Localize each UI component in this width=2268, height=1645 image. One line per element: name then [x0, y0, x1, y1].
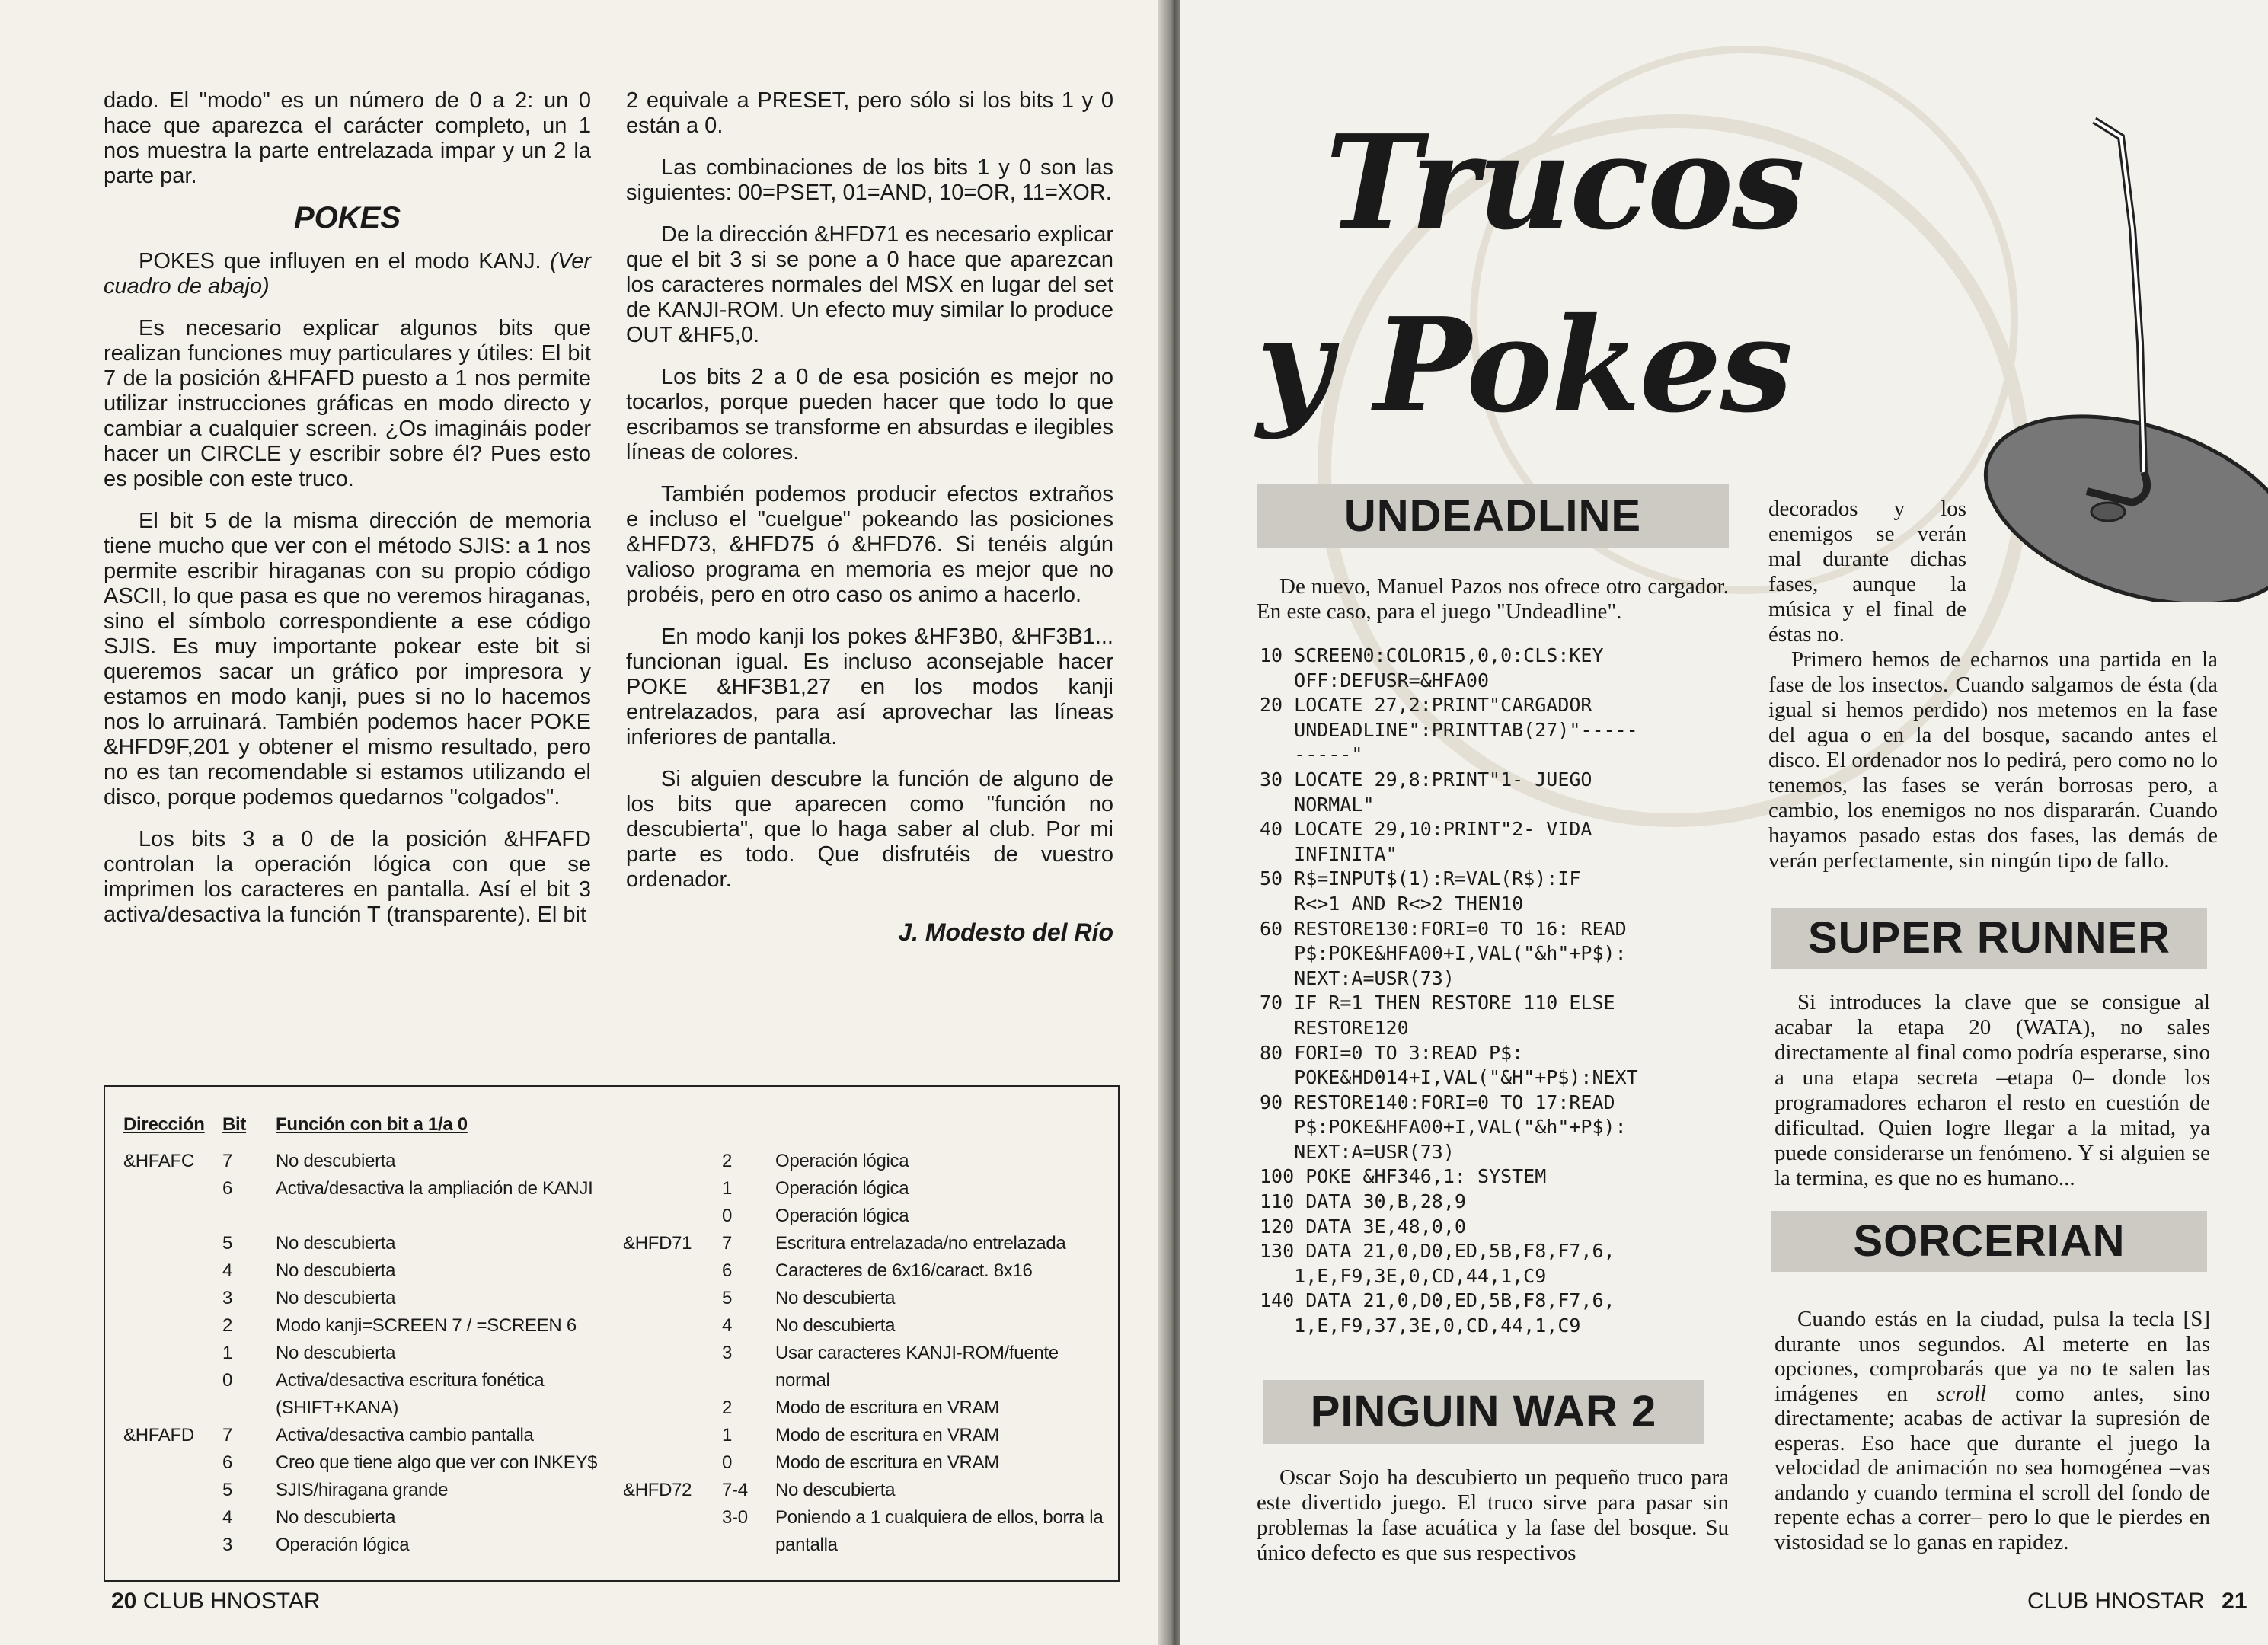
magazine-name: CLUB HNOSTAR	[2027, 1589, 2205, 1614]
table-cell-funcion: Activa/desactiva la ampliación de KANJI	[276, 1178, 593, 1199]
paragraph: 2 equivale a PRESET, pero sólo si los bits 1 y 0 están a 0.	[626, 88, 1113, 138]
table-cell-funcion: Escritura entrelazada/no entrelazada	[775, 1233, 1066, 1254]
table-row	[123, 1230, 611, 1257]
table-cell-funcion: Operación lógica	[775, 1178, 909, 1199]
paragraph: Primero hemos de echarnos una partida en la fase de los insectos. Cuando salgamos de ésta (da igual si hemos perdido) nos metemos en la fase del agua o en la del bosque, sacando antes el disco. El ordenador nos lo pedirá, pero como no lo tenemos, las fases se verán borrosas pero, a cambio, los enemigos no nos dispararán. Cuando hayamos pasado estas dos fases, las demás de verán perfectamente, sin ningún tipo de fallo.	[1768, 647, 2218, 873]
paragraph: Cuando estás en la ciudad, pulsa la tecla [S] durante unos segundos. Al meterte en las opciones, comprobarás que ya no te salen las imágenes en scroll como antes, sino directamente; acabas de activar la supresión de esperas. Eso hace que durante el juego la velocidad de animación no sea homogénea –vas andando y cuando termina el scroll del fondo de repente echas a correr– pero lo que le pierdes en vistosidad se lo ganas en rapidez.	[1774, 1307, 2210, 1554]
table-row	[123, 1449, 611, 1477]
paragraph: También podemos producir efectos extraños e incluso el "cuelgue" pokeando las posiciones &HFD73, &HFD75 ó &HFD76. Si tenéis algún valioso programa en memoria es mejor que no probéis, pero en otro caso os animo a hacerlo.	[626, 482, 1113, 607]
code-line: RESTORE120	[1260, 1016, 1409, 1039]
code-line: 70 IF R=1 THEN RESTORE 110 ELSE	[1260, 992, 1615, 1014]
title-y-pokes: y Pokes	[1257, 289, 1792, 442]
table-cell-bit: 2	[722, 1151, 733, 1171]
table-cell-funcion: No descubierta	[276, 1507, 396, 1528]
table-cell-direccion	[123, 1230, 222, 1257]
paragraph: Los bits 3 a 0 de la posición &HFAFD controlan la operación lógica con que se imprimen los caracteres en pantalla. Así el bit 3 activa/desactiva la función T (transparente). El bit	[104, 827, 591, 927]
table-row	[623, 1203, 1110, 1230]
code-line: 1,E,F9,37,3E,0,CD,44,1,C9	[1260, 1314, 1581, 1337]
table-cell-bit: 3	[722, 1343, 733, 1363]
table-cell-funcion: No descubierta	[276, 1343, 396, 1363]
table-cell-direccion: &HFD72	[623, 1480, 692, 1500]
superrunner-text	[1774, 990, 2210, 1191]
table-cell-funcion: Poniendo a 1 cualquiera de ellos, borra la pantalla	[775, 1507, 1104, 1555]
paragraph: POKES que influyen en el modo KANJ. (Ver cuadro de abajo)	[104, 249, 591, 299]
table-cell-direccion	[123, 1257, 222, 1285]
code-line: 60 RESTORE130:FORI=0 TO 16: READ	[1260, 917, 1627, 940]
code-line: INFINITA"	[1260, 842, 1398, 865]
code-line: UNDEADLINE":PRINTTAB(27)"-----	[1260, 718, 1638, 741]
table-cell-direccion: &HFAFC	[123, 1151, 194, 1171]
paragraph: Las combinaciones de los bits 1 y 0 son las siguientes: 00=PSET, 01=AND, 10=OR, 11=XOR.	[626, 155, 1113, 205]
table-cell-direccion: &HFD71	[623, 1233, 692, 1254]
paragraph: De la dirección &HFD71 es necesario explicar que el bit 3 si se pone a 0 hace que aparezcan los caracteres normales del MSX en lugar del set de KANJI-ROM. Un efecto muy similar lo produce OUT &HF5,0.	[626, 222, 1113, 347]
paragraph: Si alguien descubre la función de alguno de los bits que aparecen como "función no descubierta", que lo haga saber al club. Por mi parte es todo. Que disfrutéis de vuestro ordenador.	[626, 767, 1113, 892]
table-cell-direccion	[623, 1340, 722, 1394]
table-cell-bit: 0	[722, 1452, 733, 1473]
code-line: 20 LOCATE 27,2:PRINT"CARGADOR	[1260, 694, 1592, 717]
table-cell-funcion: Operación lógica	[775, 1151, 909, 1171]
code-line: NEXT:A=USR(73)	[1260, 1140, 1455, 1163]
table-cell-bit: 2	[722, 1397, 733, 1418]
header-bit: Bit	[222, 1114, 247, 1135]
table-cell-direccion	[123, 1477, 222, 1504]
table-cell-direccion	[623, 1394, 722, 1422]
table-row	[623, 1312, 1110, 1340]
table-cell-funcion: No descubierta	[775, 1288, 896, 1308]
table-row	[123, 1477, 611, 1504]
table-row	[623, 1394, 1110, 1422]
table-cell-direccion	[123, 1449, 222, 1477]
table-row	[123, 1340, 611, 1367]
header-direccion: Dirección	[123, 1114, 205, 1135]
table-row	[623, 1477, 1110, 1504]
right-page	[1180, 0, 2268, 1645]
table-cell-funcion: No descubierta	[276, 1151, 396, 1171]
table-cell-funcion: No descubierta	[276, 1288, 396, 1308]
page-number: 20	[111, 1589, 137, 1614]
table-cell-direccion	[623, 1148, 722, 1175]
code-line: 90 RESTORE140:FORI=0 TO 17:READ	[1260, 1091, 1615, 1113]
table-row	[623, 1504, 1110, 1559]
undeadline-intro: De nuevo, Manuel Pazos nos ofrece otro cargador. En este caso, para el juego "Undeadline".	[1257, 574, 1729, 624]
code-line: P$:POKE&HFA00+I,VAL("&h"+P$):	[1260, 942, 1627, 965]
table-cell-funcion: Creo que tiene algo que ver con INKEY$	[276, 1452, 598, 1473]
undeadline-code-listing	[1260, 644, 1747, 1339]
table-cell-direccion: &HFAFD	[123, 1425, 194, 1445]
table-cell-direccion	[123, 1532, 222, 1559]
code-line: 110 DATA 30,B,28,9	[1260, 1190, 1466, 1213]
table-cell-direccion	[123, 1285, 222, 1312]
table-cell-bit: 5	[722, 1288, 733, 1308]
code-line: 40 LOCATE 29,10:PRINT"2- VIDA	[1260, 818, 1592, 841]
table-row	[123, 1285, 611, 1312]
paragraph: En modo kanji los pokes &HF3B0, &HF3B1... funcionan igual. Es incluso aconsejable hacer POKE &HF3B1,27 en los modos kanji entrelazados, para así aprovechar las líneas inferiores de pantalla.	[626, 624, 1113, 749]
code-line: P$:POKE&HFA00+I,VAL("&h"+P$):	[1260, 1116, 1627, 1139]
paragraph: El bit 5 de la misma dirección de memoria tiene mucho que ver con el método SJIS: a 1 nos permite escribir hiraganas con su propio código ASCII, lo que pasa es que no veremos hiraganas, sino el símbolo correspondiente a ese código SJIS. Es muy importante pokear este bit si queremos sacar un gráfico por impresora y estamos en modo kanji, pues si no lo hacemos nos lo arruinará. También podemos hacer POKE &HFD9F,201 y obtener el mismo resultado, pero no es tan recomendable si estamos utilizando el disco, porque podemos quedarnos "colgados".	[104, 509, 591, 810]
paragraph: Si introduces la clave que se consigue al acabar la etapa 20 (WATA), no sales directamente al final como podría esperarse, sino a una etapa secreta –etapa 0– donde los programadores echaron el resto en cuestión de dificultad. Quien logre llegar a la mitad, ya puede considerarse un fenómeno. Y si alguien se la termina, es que no es humano...	[1774, 990, 2210, 1190]
code-line: OFF:DEFUSR=&HFA00	[1260, 669, 1490, 692]
author-signature: J. Modesto del Río	[898, 918, 1113, 946]
table-cell-bit: 3	[222, 1288, 233, 1308]
table-cell-funcion: No descubierta	[276, 1233, 396, 1254]
paragraph: decorados y los enemigos se verán mal durante dichas fases, aunque la música y el final de éstas no.	[1768, 497, 1966, 647]
table-row	[123, 1504, 611, 1532]
table-cell-bit: 1	[722, 1425, 733, 1445]
table-row	[623, 1257, 1110, 1285]
table-cell-funcion: Modo kanji=SCREEN 7 / =SCREEN 6	[276, 1315, 577, 1336]
code-line: NEXT:A=USR(73)	[1260, 966, 1455, 989]
heading-pinguin-war-2: PINGUIN WAR 2	[1263, 1380, 1704, 1444]
table-cell-direccion	[623, 1203, 722, 1230]
table-row	[623, 1175, 1110, 1203]
table-row	[623, 1230, 1110, 1257]
sorcerian-text	[1774, 1307, 2210, 1554]
table-row	[123, 1367, 611, 1422]
table-cell-direccion	[623, 1257, 722, 1285]
table-row	[623, 1449, 1110, 1477]
code-line: 130 DATA 21,0,D0,ED,5B,F8,F7,6,	[1260, 1240, 1615, 1263]
table-cell-bit: 5	[222, 1233, 233, 1254]
table-cell-bit: 1	[222, 1343, 233, 1363]
table-cell-funcion: Caracteres de 6x16/caract. 8x16	[775, 1260, 1033, 1281]
code-line: 30 LOCATE 29,8:PRINT"1- JUEGO	[1260, 768, 1592, 791]
table-cell-direccion	[123, 1367, 222, 1422]
table-cell-funcion: Activa/desactiva cambio pantalla	[276, 1425, 534, 1445]
left-column-2	[626, 88, 1113, 945]
table-cell-funcion: Modo de escritura en VRAM	[775, 1397, 999, 1418]
table-cell-bit: 0	[222, 1370, 233, 1391]
table-cell-funcion: No descubierta	[775, 1315, 896, 1336]
paragraph: Los bits 2 a 0 de esa posición es mejor no tocarlos, porque pueden hacer que todo lo que escribamos se transforme en absurdas e ilegibles líneas de colores.	[626, 365, 1113, 465]
page-footer-right	[2027, 1589, 2247, 1615]
table-cell-bit: 4	[222, 1507, 233, 1528]
table-right-column	[623, 1148, 1110, 1559]
page-number: 21	[2222, 1589, 2247, 1614]
table-cell-direccion	[123, 1504, 222, 1532]
code-line: 120 DATA 3E,48,0,0	[1260, 1215, 1466, 1238]
code-line: 100 POKE &HF346,1:_SYSTEM	[1260, 1165, 1547, 1188]
table-cell-bit: 3-0	[722, 1507, 748, 1528]
table-row	[123, 1257, 611, 1285]
table-header	[123, 1111, 611, 1139]
table-cell-bit: 4	[722, 1315, 733, 1336]
table-cell-direccion	[123, 1312, 222, 1340]
table-row	[623, 1340, 1110, 1394]
kanji-register-table	[104, 1085, 1120, 1582]
table-cell-direccion	[623, 1449, 722, 1477]
code-line: POKE&HD014+I,VAL("&H"+P$):NEXT	[1260, 1066, 1638, 1089]
table-cell-direccion	[623, 1312, 722, 1340]
table-cell-bit: 6	[222, 1452, 233, 1473]
table-row	[123, 1532, 611, 1559]
code-line: -----"	[1260, 743, 1363, 766]
table-cell-bit: 6	[722, 1260, 733, 1281]
table-row	[123, 1148, 611, 1175]
magazine-name: CLUB HNOSTAR	[142, 1589, 321, 1614]
table-cell-funcion: No descubierta	[276, 1260, 396, 1281]
table-cell-bit: 2	[222, 1315, 233, 1336]
page-footer-left	[111, 1589, 321, 1615]
table-row	[623, 1285, 1110, 1312]
code-line: NORMAL"	[1260, 793, 1375, 816]
code-line: R<>1 AND R<>2 THEN10	[1260, 892, 1524, 915]
table-cell-funcion: SJIS/hiragana grande	[276, 1480, 449, 1500]
table-row	[123, 1312, 611, 1340]
heading-super-runner: SUPER RUNNER	[1771, 908, 2207, 969]
table-cell-funcion: Activa/desactiva escritura fonética (SHIFT+KANA)	[276, 1370, 545, 1418]
undeadline-continuation	[1768, 497, 2218, 874]
header-funcion: Función con bit a 1/a 0	[276, 1114, 468, 1135]
table-cell-funcion: Usar caracteres KANJI-ROM/fuente normal	[775, 1343, 1059, 1391]
table-cell-funcion: No descubierta	[775, 1480, 896, 1500]
pinguin-text	[1257, 1465, 1729, 1566]
table-cell-bit: 6	[222, 1178, 233, 1199]
paragraph: Oscar Sojo ha descubierto un pequeño truco para este divertido juego. El truco sirve para pasar sin problemas la fase acuática y la fase del bosque. Su único defecto es que sus respectivos	[1257, 1465, 1729, 1565]
table-cell-bit: 3	[222, 1535, 233, 1555]
table-row	[623, 1422, 1110, 1449]
table-row	[623, 1148, 1110, 1175]
table-cell-direccion	[123, 1340, 222, 1367]
table-row	[123, 1175, 611, 1230]
code-line: 140 DATA 21,0,D0,ED,5B,F8,F7,6,	[1260, 1289, 1615, 1312]
paragraph: dado. El "modo" es un número de 0 a 2: un 0 hace que aparezca el carácter completo, un 1 nos muestra la parte entrelazada impar y un 2 la parte par.	[104, 88, 591, 188]
table-cell-funcion: Operación lógica	[276, 1535, 410, 1555]
table-cell-funcion: Modo de escritura en VRAM	[775, 1452, 999, 1473]
code-line: 1,E,F9,3E,0,CD,44,1,C9	[1260, 1264, 1547, 1287]
table-cell-bit: 5	[222, 1480, 233, 1500]
table-cell-bit: 7	[222, 1425, 233, 1445]
table-cell-direccion	[123, 1175, 222, 1230]
table-cell-bit: 7	[222, 1151, 233, 1171]
table-cell-direccion	[623, 1285, 722, 1312]
table-cell-bit: 1	[722, 1178, 733, 1199]
left-column-1	[104, 88, 591, 928]
code-line: 10 SCREEN0:COLOR15,0,0:CLS:KEY	[1260, 644, 1604, 666]
table-cell-bit: 0	[722, 1206, 733, 1226]
table-cell-bit: 7	[722, 1233, 733, 1254]
paragraph: Es necesario explicar algunos bits que realizan funciones muy particulares y útiles: El bit 7 de la posición &HFAFD puesto a 1 nos permite utilizar instrucciones gráficas en modo directo y cambiar a cualquier screen. ¿Os imagináis poder hacer un CIRCLE y escribir sobre él? Pues esto es posible con este truco.	[104, 316, 591, 491]
table-cell-funcion: Modo de escritura en VRAM	[775, 1425, 999, 1445]
heading-undeadline: UNDEADLINE	[1257, 484, 1729, 548]
table-left-column	[123, 1111, 611, 1559]
table-cell-direccion	[623, 1422, 722, 1449]
table-cell-funcion: Operación lógica	[775, 1206, 909, 1226]
table-cell-bit: 4	[222, 1260, 233, 1281]
table-row	[123, 1422, 611, 1449]
section-heading-pokes: POKES	[293, 201, 401, 235]
heading-sorcerian: SORCERIAN	[1771, 1211, 2207, 1272]
title-trucos: Trucos	[1325, 107, 1803, 259]
code-line: 50 R$=INPUT$(1):R=VAL(R$):IF	[1260, 867, 1581, 890]
table-cell-direccion	[623, 1504, 722, 1559]
code-line: 80 FORI=0 TO 3:READ P$:	[1260, 1041, 1524, 1064]
table-cell-direccion	[623, 1175, 722, 1203]
table-cell-bit: 7-4	[722, 1480, 748, 1500]
